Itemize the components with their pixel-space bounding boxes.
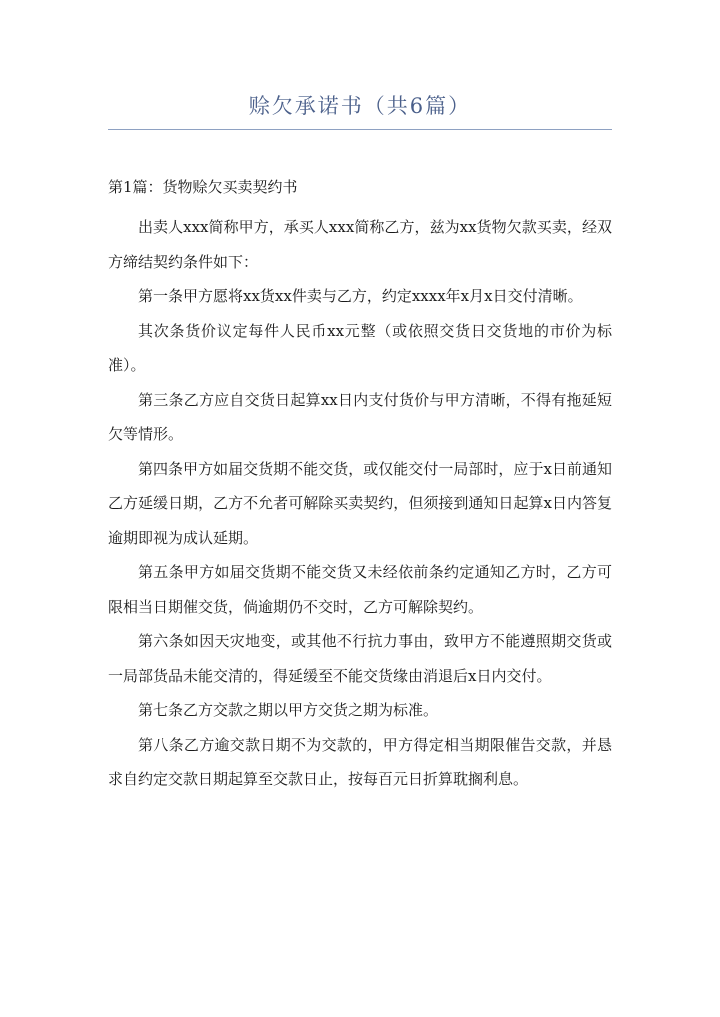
paragraph: 第五条甲方如届交货期不能交货又未经依前条约定通知乙方时，乙方可限相当日期催交货，倘逾期仍不交时，乙方可解除契约。	[108, 563, 612, 616]
section-heading: 第1篇：货物赊欠买卖契约书	[108, 178, 298, 196]
title-divider	[108, 129, 612, 130]
paragraph: 第一条甲方愿将xx货xx件卖与乙方，约定xxxx年x月x日交付清晰。	[138, 287, 583, 305]
document-title: 赊欠承诺书（共6篇）	[248, 94, 472, 118]
paragraph: 第三条乙方应自交货日起算xx日内支付货价与甲方清晰，不得有拖延短欠等情形。	[108, 390, 612, 443]
paragraph: 第六条如因天灾地变，或其他不行抗力事由，致甲方不能遵照期交货或一局部货品未能交清的，得延缓至不能交货缘由消退后x日内交付。	[108, 632, 612, 685]
paragraph: 其次条货价议定每件人民币xx元整（或依照交货日交货地的市价为标准）。	[108, 321, 612, 374]
paragraph: 第八条乙方逾交款日期不为交款的，甲方得定相当期限催告交款，并恳求自约定交款日期起算至交款日止，按每百元日折算耽搁利息。	[108, 735, 612, 788]
paragraph: 第七条乙方交款之期以甲方交货之期为标准。	[138, 701, 439, 719]
paragraph: 第四条甲方如届交货期不能交货，或仅能交付一局部时，应于x日前通知乙方延缓日期，乙方不允者可解除买卖契约，但须接到通知日起算x日内答复逾期即视为成认延期。	[108, 459, 612, 547]
document-body	[108, 210, 612, 797]
paragraph: 出卖人xxx简称甲方，承买人xxx简称乙方，兹为xx货物欠款买卖，经双方缔结契约条件如下：	[108, 218, 612, 271]
